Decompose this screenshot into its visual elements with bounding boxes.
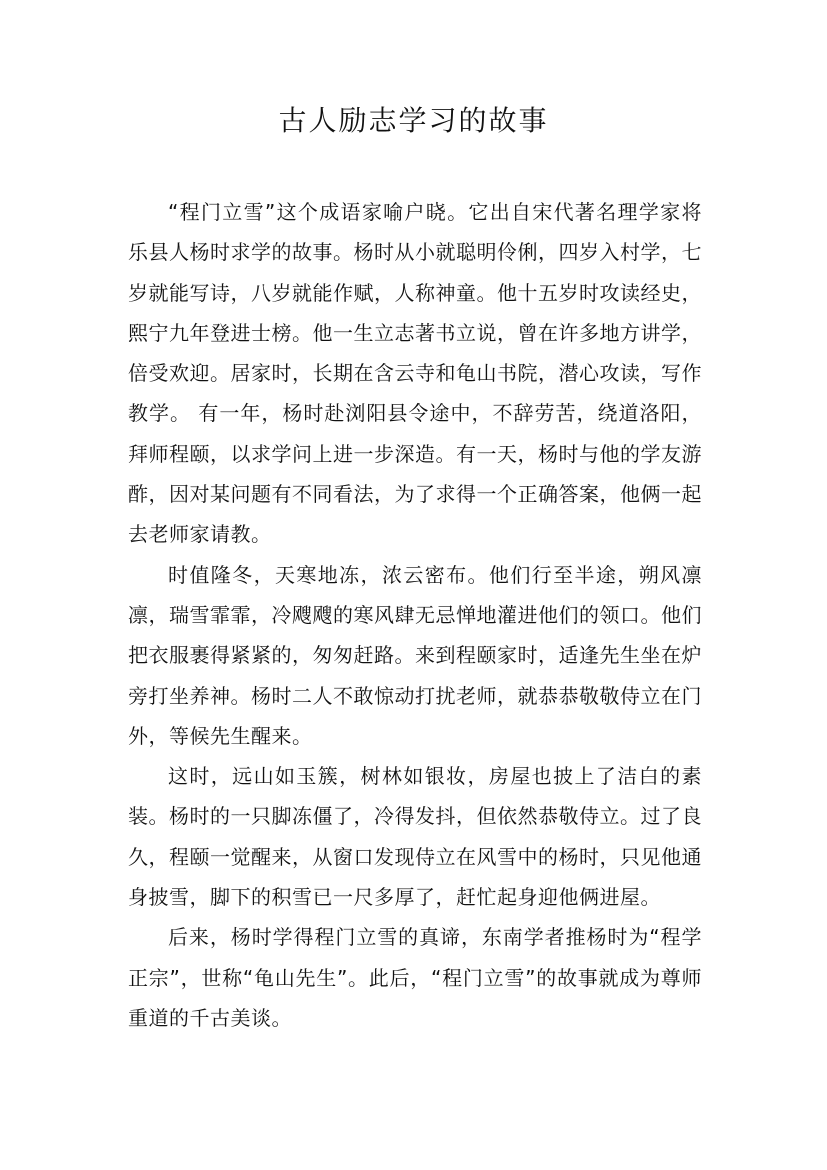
- paragraph-2: 时值隆冬，天寒地冻，浓云密布。他们行至半途，朔风凛凛，瑞雪霏霏，冷飕飕的寒风肆无忌惮地灌进他们的领口。他们把衣服裹得紧紧的，匆匆赶路。来到程颐家时，适逢先生坐在炉旁打坐养神。杨时二人不敢惊动打扰老师，就恭恭敬敬侍立在门外，等候先生醒来。: [128, 562, 702, 748]
- paragraph-4: 后来，杨时学得程门立雪的真谛，东南学者推杨时为“程学正宗”，世称“龟山先生”。此后，“程门立雪”的故事就成为尊师重道的千古美谈。: [128, 925, 702, 1030]
- document-body: [128, 192, 702, 1038]
- paragraph-1: “程门立雪”这个成语家喻户晓。它出自宋代著名理学家将乐县人杨时求学的故事。杨时从小就聪明伶俐，四岁入村学，七岁就能写诗，八岁就能作赋，人称神童。他十五岁时攻读经史，熙宁九年登进士榜。他一生立志著书立说，曾在许多地方讲学，倍受欢迎。居家时，长期在含云寺和龟山书院，潜心攻读，写作教学。 有一年，杨时赴浏阳县令途中，不辞劳苦，绕道洛阳，拜师程颐，以求学问上进一步深造。有一天，杨时与他的学友游酢，因对某问题有不同看法，为了求得一个正确答案，他俩一起去老师家请教。: [128, 200, 702, 547]
- paragraph-3: 这时，远山如玉簇，树林如银妆，房屋也披上了洁白的素装。杨时的一只脚冻僵了，冷得发抖，但依然恭敬侍立。过了良久，程颐一觉醒来，从窗口发现侍立在风雪中的杨时，只见他通身披雪，脚下的积雪已一尺多厚了，赶忙起身迎他俩进屋。: [128, 764, 702, 910]
- document-title: 古人励志学习的故事: [278, 104, 549, 137]
